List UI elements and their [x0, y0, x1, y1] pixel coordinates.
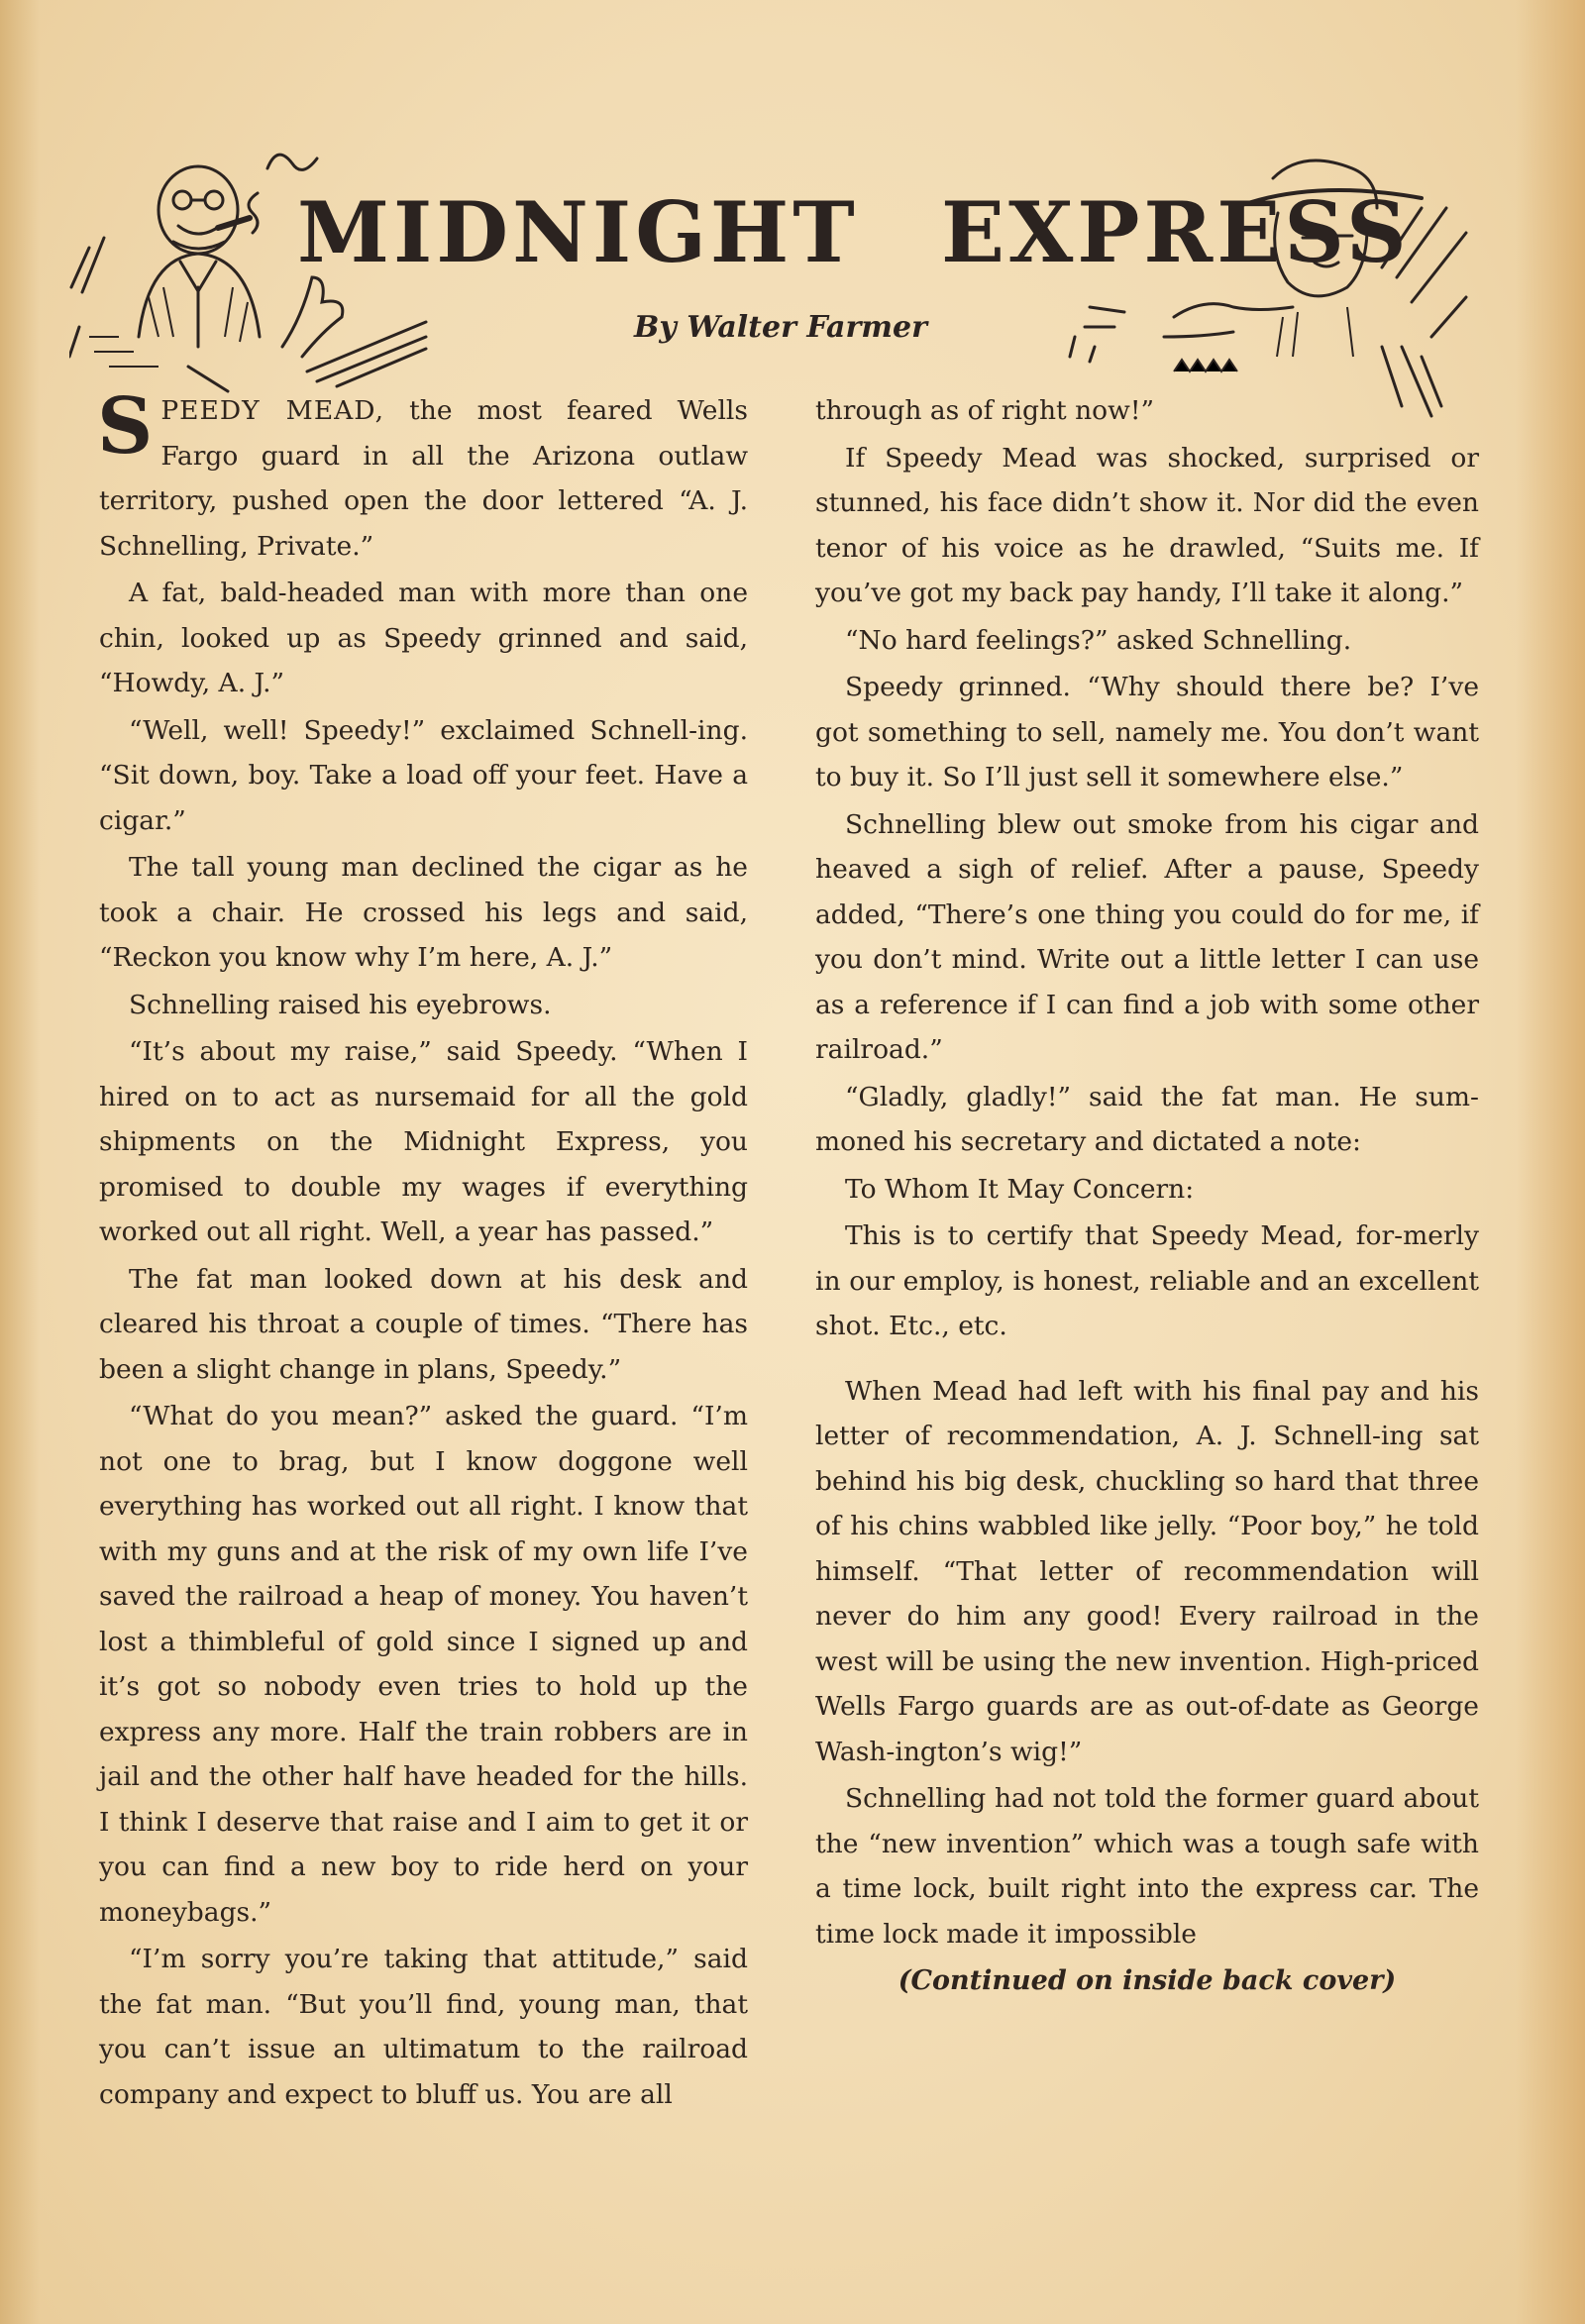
paragraph: The tall young man declined the cigar as he took a chair. He crossed his legs and said, “Reckon you know why I’m here, A. J.”: [99, 852, 748, 973]
paragraph: Schnelling blew out smoke from his cigar and heaved a sigh of relief. After a pause, Speedy added, “There’s one thing you could do for me, if you don’t mind. Write out a little letter I can use as a reference if I can find a job with some other railroad.”: [815, 808, 1479, 1065]
paragraph: [97, 381, 748, 569]
paragraph: “Gladly, gladly!” said the fat man. He sum-moned his secretary and dictated a note:: [815, 1081, 1479, 1157]
paragraph: Schnelling raised his eyebrows.: [129, 989, 552, 1020]
paragraph: When Mead had left with his final pay and his letter of recommendation, A. J. Schnell-ing sat behind his big desk, chuckling so hard that three of his chins wabbled like jelly. “Poor boy,” he told himself. “That letter of recommendation will never do him any good! Every railroad in the west will be using the new invention. High-priced Wells Fargo guards are as out-of-date as George Wash-ington’s wig!”: [815, 1375, 1479, 1767]
story-byline: By Walter Farmer: [634, 310, 927, 345]
paragraph: Speedy grinned. “Why should there be? I’ve got something to sell, namely me. You don’t want to buy it. So I’ll just sell it somewhere else.”: [815, 672, 1479, 792]
letter-salutation: To Whom It May Concern:: [845, 1173, 1195, 1205]
story-title: MIDNIGHT EXPRESS: [297, 183, 1411, 281]
paragraph-text: the most feared Wells Fargo guard in all the Arizona outlaw territory, pushed open the door lettered “A. J. Schnelling, Private.”: [99, 395, 748, 562]
paragraph: Schnelling had not told the former guard about the “new invention” which was a tough safe with a time lock, built right into the express car. The time lock made it impossible: [815, 1783, 1479, 1950]
story-header: [0, 0, 1585, 391]
letter-body: This is to certify that Speedy Mead, for-merly in our employ, is honest, reliable and an excellent shot. Etc., etc.: [815, 1220, 1479, 1341]
paragraph: If Speedy Mead was shocked, surprised or stunned, his face didn’t show it. Nor did the even tenor of his voice as he drawled, “Suits me. If you’ve got my back pay handy, I’ll take it along.”: [815, 442, 1479, 608]
continued-note: (Continued on inside back cover): [898, 1965, 1397, 1996]
lead-in-caps: PEEDY MEAD,: [160, 395, 385, 426]
paragraph: through as of right now!”: [815, 395, 1155, 426]
left-column: [97, 381, 748, 2119]
paragraph: “No hard feelings?” asked Schnelling.: [845, 624, 1352, 656]
paragraph: The fat man looked down at his desk and cleared his throat a couple of times. “There has been a slight change in plans, Speedy.”: [99, 1263, 748, 1385]
drop-cap: S: [97, 381, 154, 472]
paragraph: “Well, well! Speedy!” exclaimed Schnell-ing. “Sit down, boy. Take a load off your feet. Have a cigar.”: [99, 714, 748, 836]
paragraph: A fat, bald-headed man with more than one chin, looked up as Speedy grinned and said, “Howdy, A. J.”: [99, 578, 748, 698]
paragraph: “What do you mean?” asked the guard. “I’m not one to brag, but I know doggone well everything has worked out all right. I know that with my guns and at the risk of my own life I’ve saved the railroad a heap of money. You haven’t lost a thimbleful of gold since I signed up and it’s got so nobody even tries to hold up the express any more. Half the train robbers are in jail and the other half have headed for the hills. I think I deserve that raise and I aim to get it or you can find a new boy to ride herd on your moneybags.”: [99, 1401, 748, 1928]
paragraph: “I’m sorry you’re taking that attitude,” said the fat man. “But you’ll find, young man, that you can’t issue an ultimatum to the railroad company and expect to bluff us. You are all: [99, 1944, 748, 2110]
right-column: [815, 388, 1479, 2006]
cowboy-illustration: [1055, 139, 1491, 426]
paragraph: “It’s about my raise,” said Speedy. “When I hired on to act as nursemaid for all the gold shipments on the Midnight Express, you promised to double my wages if everything worked out all right. Well, a year has passed.”: [99, 1036, 748, 1247]
